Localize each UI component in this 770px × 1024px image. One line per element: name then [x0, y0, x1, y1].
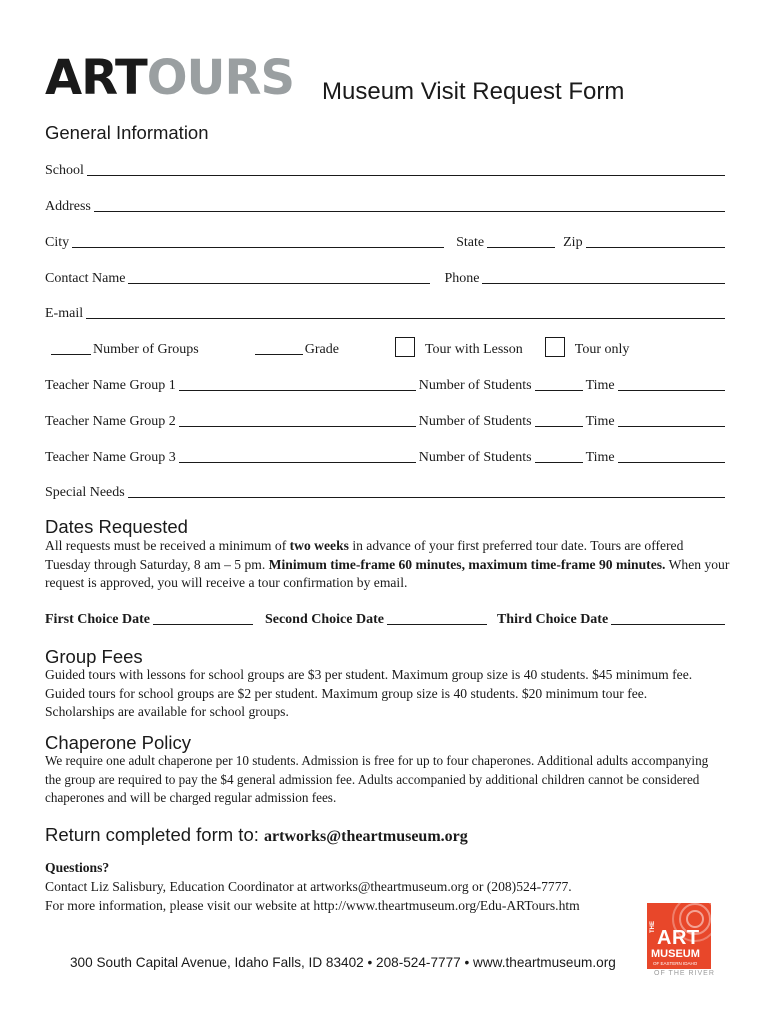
address-field[interactable] — [94, 211, 725, 212]
tour-with-lesson-checkbox[interactable] — [395, 337, 415, 357]
phone-label: Phone — [444, 271, 480, 286]
second-choice-field[interactable] — [387, 624, 487, 625]
artours-logo — [45, 52, 294, 104]
students-group-1-label: Number of Students — [418, 378, 532, 393]
school-field[interactable] — [87, 175, 725, 176]
teacher-group-2-label: Teacher Name Group 2 — [45, 414, 176, 429]
choice-dates-row — [45, 606, 725, 628]
teacher-group-2-row — [45, 408, 725, 430]
second-choice-label: Second Choice Date — [264, 612, 384, 627]
third-choice-field[interactable] — [611, 624, 725, 625]
school-label: School — [45, 163, 84, 178]
zip-label: Zip — [563, 235, 583, 250]
time-group-2-label: Time — [585, 414, 615, 429]
number-of-groups-label: Number of Groups — [93, 342, 199, 357]
email-label: E-mail — [45, 306, 84, 321]
time-group-2-field[interactable] — [618, 426, 725, 427]
art-museum-logo — [647, 903, 711, 969]
fees-paragraph — [45, 666, 730, 722]
teacher-group-3-label: Teacher Name Group 3 — [45, 450, 176, 465]
fees-line-3: Scholarships are available for school groups. — [45, 704, 289, 719]
logo-art-museum-text: ART — [657, 927, 700, 949]
email-field[interactable] — [86, 318, 725, 319]
state-field[interactable] — [487, 247, 555, 248]
fees-line-1: Guided tours with lessons for school groups are $3 per student. Maximum group size is 40 students. $45 minimum fee. — [45, 667, 693, 682]
dates-text-1: All requests must be received a minimum of — [45, 538, 290, 553]
groups-row — [45, 336, 725, 358]
logo-museum-text: MUSEUM — [651, 948, 700, 960]
teacher-group-3-field[interactable] — [179, 462, 416, 463]
return-email-link[interactable]: artworks@theartmuseum.org — [264, 828, 468, 845]
city-field[interactable] — [72, 247, 444, 248]
return-line — [45, 824, 468, 846]
time-group-1-label: Time — [585, 378, 615, 393]
dates-text-3: When your request is approved, you will receive a tour confirmation by email. — [45, 556, 730, 590]
special-needs-label: Special Needs — [45, 485, 125, 500]
number-of-groups-field[interactable] — [51, 354, 91, 355]
questions-website-line: For more information, please visit our website at http://www.theartmuseum.org/Edu-ARTours.htm — [45, 898, 580, 913]
phone-field[interactable] — [482, 283, 725, 284]
address-row — [45, 193, 725, 215]
timeframe-text: Minimum time-frame 60 minutes, maximum time-frame 90 minutes. — [268, 556, 666, 572]
school-row — [45, 157, 725, 179]
state-label: State — [456, 235, 485, 250]
two-weeks-text: two weeks — [289, 538, 349, 553]
students-group-3-field[interactable] — [535, 462, 583, 463]
address-label: Address — [45, 199, 91, 214]
dates-requested-heading: Dates Requested — [45, 516, 188, 537]
return-label: Return completed form to: — [45, 824, 265, 845]
time-group-3-field[interactable] — [618, 462, 725, 463]
tour-with-lesson-label: Tour with Lesson — [424, 342, 523, 357]
dates-paragraph — [45, 537, 730, 593]
students-group-1-field[interactable] — [535, 390, 583, 391]
zip-field[interactable] — [586, 247, 725, 248]
chaperone-paragraph: We require one adult chaperone per 10 students. Admission is free for up to four chaperones. Additional adults accompanying the group are required to pay the $4 general admission fee. Adults accompanied by additional children cannot be considered chaperones and will be charged regular admission fees. — [45, 753, 709, 805]
city-label: City — [45, 235, 70, 250]
footer-address: 300 South Capital Avenue, Idaho Falls, ID 83402 • 208-524-7777 • www.theartmuseum.org — [70, 955, 616, 970]
students-group-3-label: Number of Students — [418, 450, 532, 465]
third-choice-label: Third Choice Date — [496, 612, 609, 627]
logo-region-text: OF THE RIVER — [654, 970, 715, 977]
contact-name-field[interactable] — [128, 283, 430, 284]
time-group-1-field[interactable] — [618, 390, 725, 391]
time-group-3-label: Time — [585, 450, 615, 465]
group-fees-heading: Group Fees — [45, 646, 143, 667]
first-choice-label: First Choice Date — [45, 612, 150, 627]
general-information-heading: General Information — [45, 122, 209, 143]
questions-contact-line: Contact Liz Salisbury, Education Coordinator at artworks@theartmuseum.org or (208)524-7777. — [45, 879, 572, 894]
tour-only-checkbox[interactable] — [545, 337, 565, 357]
contact-row — [45, 265, 725, 287]
special-needs-row — [45, 479, 725, 501]
logo-the-text: THE — [650, 921, 656, 933]
logo-ours-text: OURS — [146, 50, 295, 106]
grade-field[interactable] — [255, 354, 303, 355]
questions-block — [45, 858, 580, 915]
contact-name-label: Contact Name — [45, 271, 126, 286]
logo-sub-text: OF EASTERN IDAHO — [653, 961, 698, 966]
special-needs-field[interactable] — [128, 497, 725, 498]
teacher-group-1-label: Teacher Name Group 1 — [45, 378, 176, 393]
email-row — [45, 300, 725, 322]
students-group-2-field[interactable] — [535, 426, 583, 427]
teacher-group-1-row — [45, 372, 725, 394]
grade-label: Grade — [304, 342, 339, 357]
tour-only-label: Tour only — [574, 342, 630, 357]
chaperone-policy-heading: Chaperone Policy — [45, 732, 192, 753]
teacher-group-2-field[interactable] — [179, 426, 416, 427]
form-title: Museum Visit Request Form — [322, 78, 625, 105]
students-group-2-label: Number of Students — [418, 414, 532, 429]
logo-art-text: ART — [45, 50, 147, 106]
dates-text-2: in advance of your first preferred tour date. Tours are offered Tuesday through Saturday, 8 am – 5 pm. — [45, 538, 684, 572]
teacher-group-1-field[interactable] — [179, 390, 416, 391]
city-row — [45, 229, 725, 251]
teacher-group-3-row — [45, 444, 725, 466]
questions-heading: Questions? — [45, 860, 110, 875]
fees-line-2: Guided tours for school groups are $2 per student. Maximum group size is 40 students. $20 minimum tour fee. — [45, 685, 648, 701]
first-choice-field[interactable] — [153, 624, 253, 625]
